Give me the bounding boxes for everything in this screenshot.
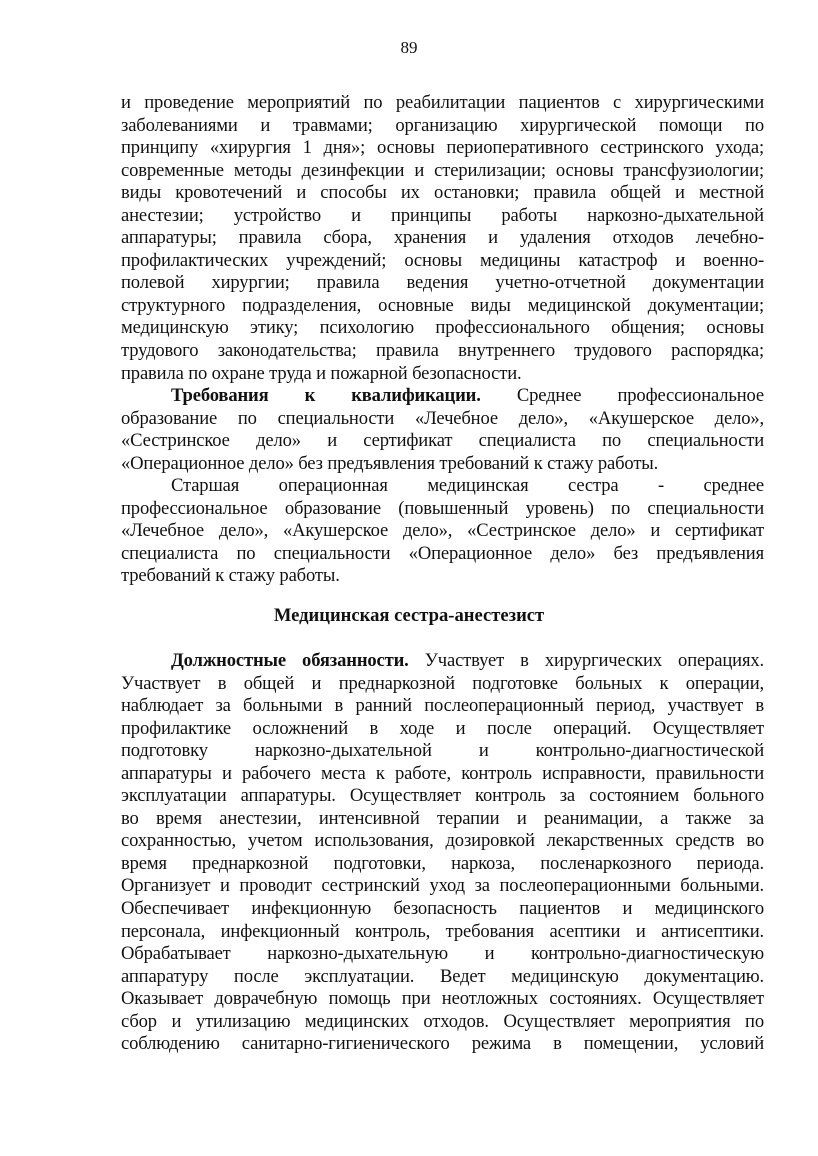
text-line: правила по охране труда и пожарной безопасности.	[121, 362, 522, 384]
text-line: современные методы дезинфекции и стерилизации; основы трансфузиологии;	[121, 159, 764, 181]
text-line: аппаратуры; правила сбора, хранения и удаления отходов лечебно-	[121, 227, 764, 249]
text-line: эксплуатации аппаратуры. Осуществляет контроль за состоянием больного	[121, 785, 764, 807]
text-line: во время анестезии, интенсивной терапии и реанимации, а также за	[121, 807, 764, 829]
text-line: Организует и проводит сестринский уход за послеоперационными больными.	[121, 875, 764, 897]
text-line: «Операционное дело» без предъявления требований к стажу работы.	[121, 452, 659, 474]
text-line: подготовку наркозно-дыхательной и контрольно-диагностической	[121, 740, 764, 762]
text-line: «Сестринское дело» и сертификат специалиста по специальности	[121, 430, 764, 452]
text-line: профилактических учреждений; основы медицины катастроф и военно-	[121, 249, 764, 271]
text-line: анестезии; устройство и принципы работы наркозно-дыхательной	[121, 204, 764, 226]
text-line: сохранностью, учетом использования, дозировкой лекарственных средств во	[121, 830, 764, 852]
text-line: профессиональное образование (повышенный уровень) по специальности	[121, 497, 764, 519]
text-line: Оказывает доврачебную помощь при неотложных состояниях. Осуществляет	[121, 988, 764, 1010]
text-line: «Лечебное дело», «Акушерское дело», «Сестринское дело» и сертификат	[121, 520, 764, 542]
qualification-text: Среднее профессиональное	[516, 385, 764, 407]
text-line: аппаратуру после эксплуатации. Ведет медицинскую документацию.	[121, 965, 764, 987]
duties-text: Участвует в хирургических операциях.	[424, 650, 764, 671]
text-line: Обеспечивает инфекционную безопасность пациентов и медицинского	[121, 898, 764, 920]
text-line: принципу «хирургия 1 дня»; основы периоперативного сестринского ухода;	[121, 137, 764, 159]
text-line: полевой хирургии; правила ведения учетно-отчетной документации	[121, 272, 764, 294]
text-line: Обрабатывает наркозно-дыхательную и контрольно-диагностическую	[121, 943, 764, 965]
text-line: соблюдению санитарно-гигиенического режима в помещении, условий	[121, 1033, 764, 1055]
text-line: виды кровотечений и способы их остановки; правила общей и местной	[121, 182, 764, 204]
paragraph-knowledge-continued	[121, 92, 764, 588]
text-line: сбор и утилизацию медицинских отходов. Осуществляет мероприятия по	[121, 1010, 764, 1032]
duties-label: Должностные обязанности.	[171, 650, 409, 671]
text-line: требований к стажу работы.	[121, 565, 340, 587]
text-line: персонала, инфекционный контроль, требования асептики и антисептики.	[121, 920, 764, 942]
text-line: и проведение мероприятий по реабилитации пациентов с хирургическими	[121, 92, 764, 113]
text-line: специалиста по специальности «Операционное дело» без предъявления	[121, 542, 764, 564]
text-line: структурного подразделения, основные виды медицинской документации;	[121, 294, 764, 316]
text-line: образование по специальности «Лечебное дело», «Акушерское дело»,	[121, 407, 764, 429]
text-line: Старшая операционная медицинская сестра - среднее	[171, 475, 764, 497]
qualification-label: Требования к квалификации.	[171, 385, 481, 407]
text-line: трудового законодательства; правила внутреннего трудового распорядка;	[121, 340, 764, 362]
paragraph-duties	[121, 650, 764, 1056]
text-line: аппаратуры и рабочего места к работе, контроль исправности, правильности	[121, 762, 764, 784]
duties-first-line	[121, 650, 764, 673]
text-line: наблюдает за больными в ранний послеоперационный период, участвует в	[121, 695, 764, 717]
section-heading: Медицинская сестра-анестезист	[273, 605, 545, 626]
text-line: профилактике осложнений в ходе и после операций. Осуществляет	[121, 717, 764, 739]
text-line: медицинскую этику; психологию профессионального общения; основы	[121, 317, 764, 339]
qualification-first-line	[121, 385, 764, 408]
text-line: Участвует в общей и преднаркозной подготовке больных к операции,	[121, 672, 764, 694]
text-line: заболеваниями и травмами; организацию хирургической помощи по	[121, 114, 764, 136]
page-number: 89	[400, 38, 418, 57]
text-line: время преднаркозной подготовки, наркоза, посленаркозного периода.	[121, 852, 764, 874]
